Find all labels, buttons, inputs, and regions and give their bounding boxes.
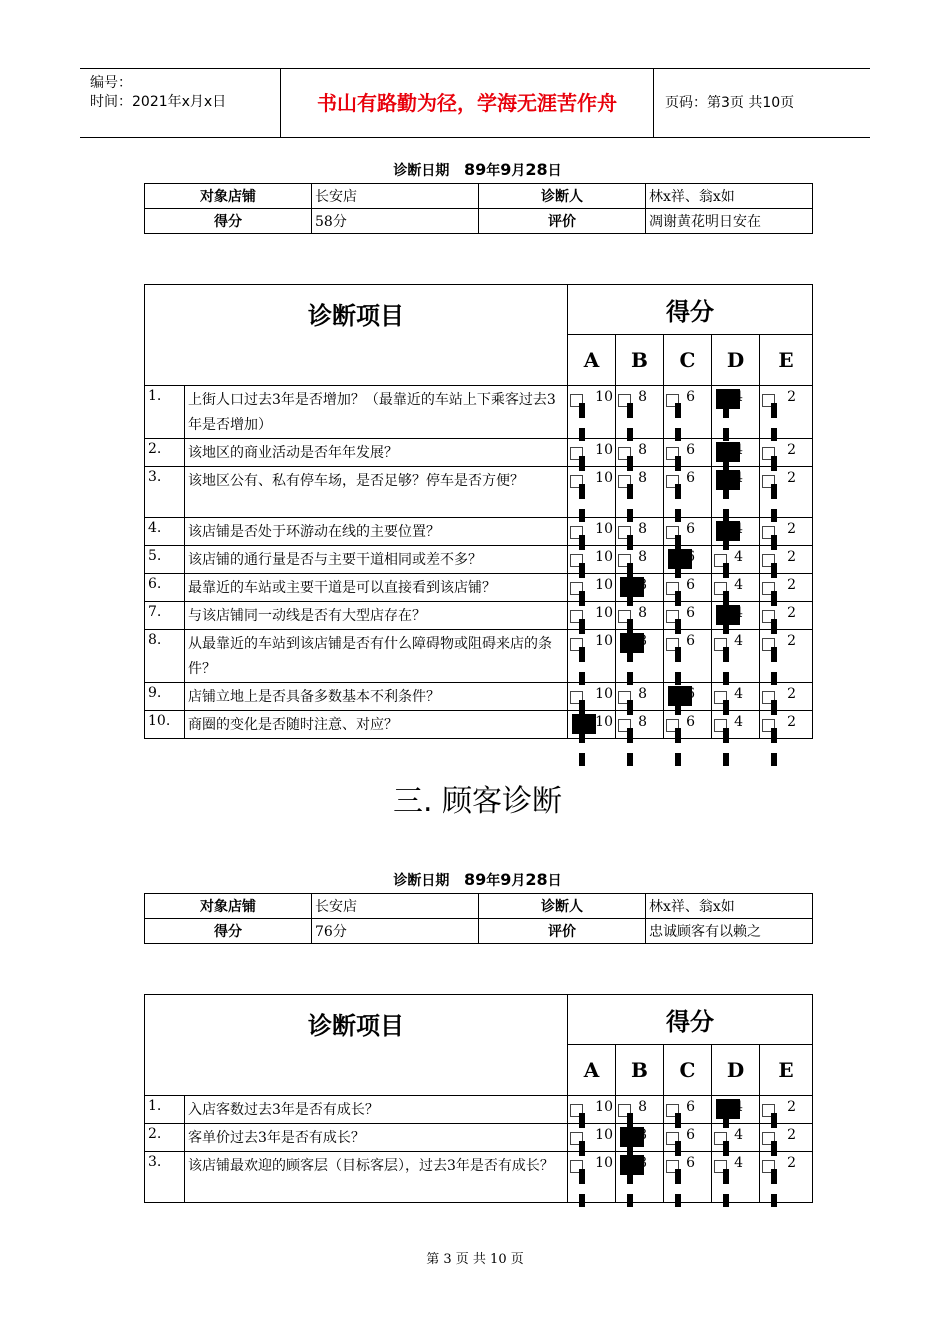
item-number: 4. (145, 518, 185, 546)
grade-header: E (760, 335, 813, 386)
diagnostician-label: 诊断人 (479, 894, 646, 919)
diagnostician-label: 诊断人 (479, 184, 646, 209)
score-cell (760, 546, 813, 574)
grade-header: C (664, 1045, 712, 1096)
score-cell (664, 711, 712, 739)
form-marker-icon (675, 728, 681, 743)
location-date-line: 诊断日期 89年9月28日 (393, 160, 562, 179)
score-cell (664, 386, 712, 439)
score-cell (712, 683, 760, 711)
score-value: 6 (686, 605, 695, 621)
score-value: 2 (787, 442, 797, 458)
page-footer: 第 3 页 共 10 页 (426, 1252, 524, 1267)
score-value: 4 (734, 577, 743, 593)
section-title: 三. 顾客诊断 (392, 784, 563, 819)
score-cell (568, 1152, 616, 1203)
score-cell (760, 386, 813, 439)
score-value: 58分 (312, 209, 479, 234)
score-cell (760, 1096, 813, 1124)
score-cell (568, 518, 616, 546)
form-marker-icon (723, 728, 729, 743)
score-value: 4 (734, 605, 743, 621)
score-header: 得分 (568, 285, 813, 335)
score-cell (664, 467, 712, 518)
score-value: 8 (638, 1099, 647, 1115)
table-row (145, 1152, 813, 1203)
score-cell (616, 1124, 664, 1152)
score-value: 8 (638, 633, 647, 649)
score-cell (712, 711, 760, 739)
score-value: 8 (638, 686, 647, 702)
score-cell (664, 574, 712, 602)
score-cell (664, 630, 712, 683)
item-number: 10. (145, 711, 185, 739)
form-marker-icon (579, 647, 585, 662)
score-cell (760, 467, 813, 518)
score-cell (664, 683, 712, 711)
score-cell (568, 602, 616, 630)
item-text: 店铺立地上是否具备多数基本不利条件？ (185, 683, 568, 711)
score-cell (568, 574, 616, 602)
score-value: 6 (686, 1127, 695, 1143)
score-value: 8 (638, 549, 647, 565)
score-cell (712, 602, 760, 630)
item-text: 最靠近的车站或主要干道是可以直接看到该店铺？ (185, 574, 568, 602)
score-value: 8 (638, 1155, 647, 1171)
score-cell (712, 439, 760, 467)
item-number: 9. (145, 683, 185, 711)
score-value: 10 (595, 389, 613, 405)
customer-diagnosis-table (144, 994, 813, 1203)
score-cell (568, 711, 616, 739)
item-number: 1. (145, 386, 185, 439)
table-row (145, 1096, 813, 1124)
table-row (145, 602, 813, 630)
form-marker-icon (579, 753, 585, 766)
form-marker-icon (771, 1169, 777, 1184)
form-marker-icon (723, 484, 729, 499)
score-value: 2 (787, 577, 797, 593)
score-value: 10 (595, 549, 613, 565)
score-value: 2 (787, 633, 797, 649)
score-value: 4 (734, 470, 743, 486)
form-marker-icon (723, 753, 729, 766)
score-value: 10 (595, 521, 613, 537)
form-marker-icon (579, 403, 585, 418)
score-value: 4 (734, 1099, 743, 1115)
score-value: 6 (686, 1155, 695, 1171)
item-text: 该店铺最欢迎的顾客层（目标客层），过去3年是否有成长？ (185, 1152, 568, 1203)
score-value: 8 (638, 1127, 647, 1143)
score-value: 6 (686, 389, 695, 405)
table-row (145, 518, 813, 546)
store-label: 对象店铺 (145, 894, 312, 919)
score-cell (760, 439, 813, 467)
grade-header: A (568, 1045, 616, 1096)
item-number: 3. (145, 467, 185, 518)
score-value: 6 (686, 549, 695, 565)
grade-header: B (616, 335, 664, 386)
score-cell (664, 602, 712, 630)
score-cell (760, 711, 813, 739)
item-text: 该地区的商业活动是否年年发展？ (185, 439, 568, 467)
score-value: 6 (686, 714, 695, 730)
score-value: 10 (595, 442, 613, 458)
score-value: 6 (686, 1099, 695, 1115)
page-info: 页码：第3页 共10页 (665, 95, 795, 111)
item-text: 该店铺是否处于环游动在线的主要位置？ (185, 518, 568, 546)
form-marker-icon (771, 484, 777, 499)
score-value: 6 (686, 470, 695, 486)
score-value: 10 (595, 686, 613, 702)
score-value: 4 (734, 686, 743, 702)
form-marker-icon (627, 647, 633, 662)
form-marker-icon (627, 1169, 633, 1184)
score-cell (568, 439, 616, 467)
score-cell (568, 630, 616, 683)
table-row (145, 683, 813, 711)
form-marker-icon (771, 403, 777, 418)
form-marker-icon (771, 1194, 777, 1207)
store-value: 长安店 (312, 894, 479, 919)
form-marker-icon (579, 1194, 585, 1207)
score-value: 2 (787, 686, 797, 702)
score-cell (616, 518, 664, 546)
grade-header: A (568, 335, 616, 386)
score-cell (712, 546, 760, 574)
score-value: 2 (787, 714, 797, 730)
item-number: 2. (145, 1124, 185, 1152)
item-number: 2. (145, 439, 185, 467)
form-marker-icon (675, 1169, 681, 1184)
form-marker-icon (627, 1194, 633, 1207)
score-value: 6 (686, 521, 695, 537)
item-header: 诊断项目 (145, 285, 568, 386)
score-cell (616, 574, 664, 602)
score-value: 4 (734, 1127, 743, 1143)
page-header (80, 68, 870, 138)
table-row (145, 386, 813, 439)
score-cell (616, 439, 664, 467)
score-value: 10 (595, 470, 613, 486)
score-cell (712, 630, 760, 683)
score-value: 8 (638, 521, 647, 537)
header-meta (80, 69, 281, 137)
form-marker-icon (723, 1169, 729, 1184)
item-text: 与该店铺同一动线是否有大型店存在？ (185, 602, 568, 630)
score-value: 2 (787, 521, 797, 537)
item-number: 5. (145, 546, 185, 574)
score-value: 10 (595, 605, 613, 621)
score-value: 8 (638, 577, 647, 593)
evaluation-label: 评价 (479, 209, 646, 234)
score-value: 76分 (312, 919, 479, 944)
date-label: 诊断日期 (393, 873, 450, 889)
score-cell (760, 574, 813, 602)
score-cell (712, 1096, 760, 1124)
score-cell (616, 1152, 664, 1203)
score-cell (568, 467, 616, 518)
score-value: 2 (787, 1155, 797, 1171)
score-value: 2 (787, 389, 797, 405)
grade-header: C (664, 335, 712, 386)
form-marker-icon (675, 484, 681, 499)
score-value: 10 (595, 1155, 613, 1171)
score-cell (664, 1152, 712, 1203)
form-marker-icon (627, 753, 633, 766)
table-row (145, 711, 813, 739)
score-cell (664, 1096, 712, 1124)
item-text: 该地区公有、私有停车场，是否足够？停车是否方便？ (185, 467, 568, 518)
item-text: 该店铺的通行量是否与主要干道相同或差不多？ (185, 546, 568, 574)
grade-header: E (760, 1045, 813, 1096)
score-value: 10 (595, 714, 613, 730)
form-marker-icon (627, 403, 633, 418)
form-marker-icon (771, 728, 777, 743)
score-cell (712, 1152, 760, 1203)
score-cell (760, 518, 813, 546)
score-cell (712, 467, 760, 518)
form-marker-icon (723, 647, 729, 662)
item-header: 诊断项目 (145, 995, 568, 1096)
score-label: 得分 (145, 209, 312, 234)
form-marker-icon (579, 728, 585, 743)
header-motto: 书山有路勤为径，学海无涯苦作舟 (281, 69, 654, 137)
score-cell (712, 1124, 760, 1152)
score-value: 2 (787, 470, 797, 486)
score-value: 2 (787, 605, 797, 621)
score-cell (712, 574, 760, 602)
score-cell (760, 630, 813, 683)
score-cell (568, 1124, 616, 1152)
score-cell (760, 1152, 813, 1203)
score-value: 6 (686, 686, 695, 702)
customer-info-table (144, 893, 813, 944)
score-value: 10 (595, 577, 613, 593)
store-value: 长安店 (312, 184, 479, 209)
score-cell (616, 386, 664, 439)
score-cell (616, 711, 664, 739)
item-number: 6. (145, 574, 185, 602)
score-value: 4 (734, 1155, 743, 1171)
score-cell (568, 1096, 616, 1124)
score-cell (568, 546, 616, 574)
form-marker-icon (675, 647, 681, 662)
table-row (145, 630, 813, 683)
diagnostician-value: 林x祥、翁x如 (646, 894, 813, 919)
table-row (145, 439, 813, 467)
score-header: 得分 (568, 995, 813, 1045)
form-marker-icon (723, 1194, 729, 1207)
form-marker-icon (627, 728, 633, 743)
score-cell (616, 546, 664, 574)
score-value: 10 (595, 1099, 613, 1115)
location-info-table (144, 183, 813, 234)
score-value: 4 (734, 633, 743, 649)
score-value: 8 (638, 442, 647, 458)
score-cell (712, 518, 760, 546)
store-label: 对象店铺 (145, 184, 312, 209)
score-value: 2 (787, 1099, 797, 1115)
form-marker-icon (675, 753, 681, 766)
item-text: 客单价过去3年是否有成长？ (185, 1124, 568, 1152)
score-cell (568, 386, 616, 439)
score-value: 4 (734, 521, 743, 537)
score-value: 8 (638, 470, 647, 486)
grade-header: D (712, 335, 760, 386)
score-value: 4 (734, 389, 743, 405)
score-value: 4 (734, 442, 743, 458)
diagnostician-value: 林x祥、翁x如 (646, 184, 813, 209)
item-text: 商圈的变化是否随时注意、对应？ (185, 711, 568, 739)
score-value: 10 (595, 633, 613, 649)
score-cell (616, 467, 664, 518)
serial-label: 编号： (90, 75, 132, 91)
form-marker-icon (579, 484, 585, 499)
item-number: 8. (145, 630, 185, 683)
form-marker-icon (771, 647, 777, 662)
table-row (145, 574, 813, 602)
score-value: 8 (638, 389, 647, 405)
score-value: 2 (787, 1127, 797, 1143)
score-value: 2 (787, 549, 797, 565)
score-cell (760, 1124, 813, 1152)
score-cell (568, 683, 616, 711)
table-row (145, 467, 813, 518)
evaluation-label: 评价 (479, 919, 646, 944)
score-cell (616, 602, 664, 630)
table-row (145, 546, 813, 574)
score-value: 6 (686, 577, 695, 593)
score-cell (760, 602, 813, 630)
item-number: 3. (145, 1152, 185, 1203)
form-marker-icon (627, 484, 633, 499)
location-diagnosis-table (144, 284, 813, 739)
evaluation-value: 凋谢黄花明日安在 (646, 209, 813, 234)
grade-header: D (712, 1045, 760, 1096)
score-value: 10 (595, 1127, 613, 1143)
score-cell (760, 683, 813, 711)
item-number: 7. (145, 602, 185, 630)
table-row (145, 1124, 813, 1152)
score-value: 8 (638, 714, 647, 730)
score-cell (712, 386, 760, 439)
form-marker-icon (723, 403, 729, 418)
score-cell (664, 439, 712, 467)
score-label: 得分 (145, 919, 312, 944)
form-marker-icon (579, 1169, 585, 1184)
item-number: 1. (145, 1096, 185, 1124)
form-marker-icon (675, 1194, 681, 1207)
score-cell (616, 683, 664, 711)
score-cell (616, 1096, 664, 1124)
customer-date-line: 诊断日期 89年9月28日 (393, 870, 562, 889)
date-label: 诊断日期 (393, 163, 450, 179)
score-value: 6 (686, 442, 695, 458)
score-cell (664, 518, 712, 546)
grade-header: B (616, 1045, 664, 1096)
score-value: 4 (734, 549, 743, 565)
form-marker-icon (771, 753, 777, 766)
evaluation-value: 忠诚顾客有以赖之 (646, 919, 813, 944)
score-cell (664, 546, 712, 574)
item-text: 上街人口过去3年是否增加？（最靠近的车站上下乘客过去3年是否增加） (185, 386, 568, 439)
form-marker-icon (675, 403, 681, 418)
score-cell (664, 1124, 712, 1152)
score-value: 4 (734, 714, 743, 730)
time-label: 时间：2021年x月x日 (90, 94, 227, 110)
item-text: 从最靠近的车站到该店铺是否有什么障碍物或阻碍来店的条件？ (185, 630, 568, 683)
score-value: 8 (638, 605, 647, 621)
item-text: 入店客数过去3年是否有成长？ (185, 1096, 568, 1124)
score-cell (616, 630, 664, 683)
score-value: 6 (686, 633, 695, 649)
